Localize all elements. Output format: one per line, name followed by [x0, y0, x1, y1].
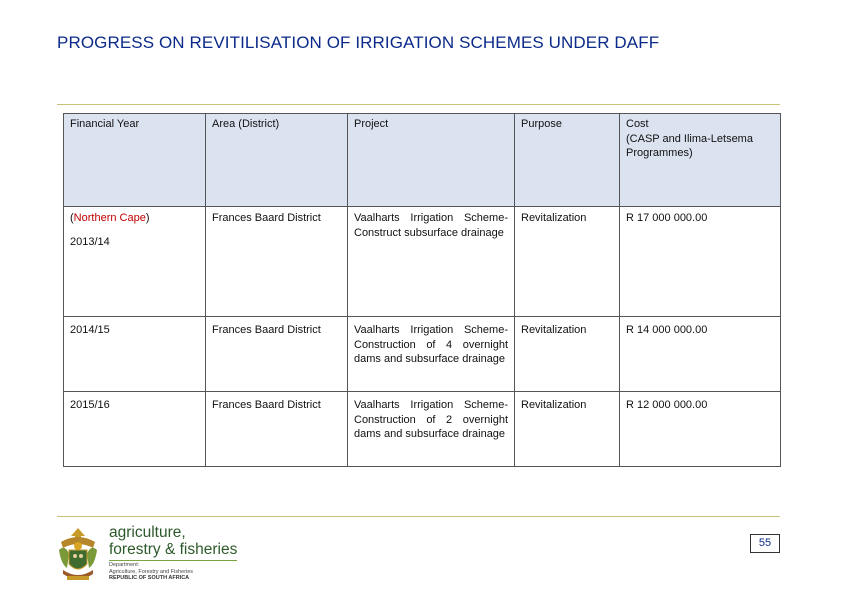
- table-header-row: [64, 114, 781, 207]
- year-value: 2013/14: [70, 235, 110, 248]
- brand-line-1: agriculture,: [109, 524, 186, 541]
- table-row: [64, 207, 781, 317]
- cell-year: 2015/16: [64, 392, 206, 467]
- cell-project: Vaalharts Irrigation Scheme- Construction of 2 overnight dams and subsurface drainage: [348, 392, 515, 467]
- header-cost-title: Cost: [626, 118, 649, 130]
- brand-text: [109, 524, 237, 582]
- table-row: [64, 392, 781, 467]
- cell-purpose: Revitalization: [515, 317, 620, 392]
- cell-cost: R 17 000 000.00: [620, 207, 781, 317]
- cell-cost: R 12 000 000.00: [620, 392, 781, 467]
- dept-line-2: Agriculture, Forestry and Fisheries: [109, 568, 194, 575]
- header-project: Project: [348, 114, 515, 207]
- header-cost: [620, 114, 781, 207]
- cell-year: [64, 207, 206, 317]
- cell-year: 2014/15: [64, 317, 206, 392]
- cell-project: Vaalharts Irrigation Scheme- Construction of 4 overnight dams and subsurface drainage: [348, 317, 515, 392]
- bottom-divider: [57, 516, 780, 517]
- cell-purpose: Revitalization: [515, 207, 620, 317]
- cell-purpose: Revitalization: [515, 392, 620, 467]
- header-area: Area (District): [206, 114, 348, 207]
- daff-logo: [55, 524, 255, 590]
- dept-line-1: Department:: [109, 562, 140, 568]
- cell-area: Frances Baard District: [206, 207, 348, 317]
- cell-cost: R 14 000 000.00: [620, 317, 781, 392]
- brand-divider: [109, 560, 237, 561]
- cell-project: Vaalharts Irrigation Scheme- Construct subsurface drainage: [348, 207, 515, 317]
- header-cost-subtitle: (CASP and Ilima-Letsema Programmes): [626, 132, 753, 159]
- coat-of-arms-icon: [55, 524, 101, 586]
- dept-line-3: REPUBLIC OF SOUTH AFRICA: [109, 575, 190, 581]
- page-title: PROGRESS ON REVITILISATION OF IRRIGATION SCHEMES UNDER DAFF: [57, 33, 660, 52]
- header-financial-year: Financial Year: [64, 114, 206, 207]
- irrigation-table: [63, 113, 781, 467]
- cell-area: Frances Baard District: [206, 317, 348, 392]
- cell-area: Frances Baard District: [206, 392, 348, 467]
- province-name: Northern Cape: [73, 212, 146, 224]
- header-purpose: Purpose: [515, 114, 620, 207]
- table-row: [64, 317, 781, 392]
- brand-line-2: forestry & fisheries: [109, 541, 238, 558]
- top-divider: [57, 104, 780, 105]
- page-number: 55: [750, 534, 780, 553]
- province-label: (Northern Cape): [70, 212, 150, 224]
